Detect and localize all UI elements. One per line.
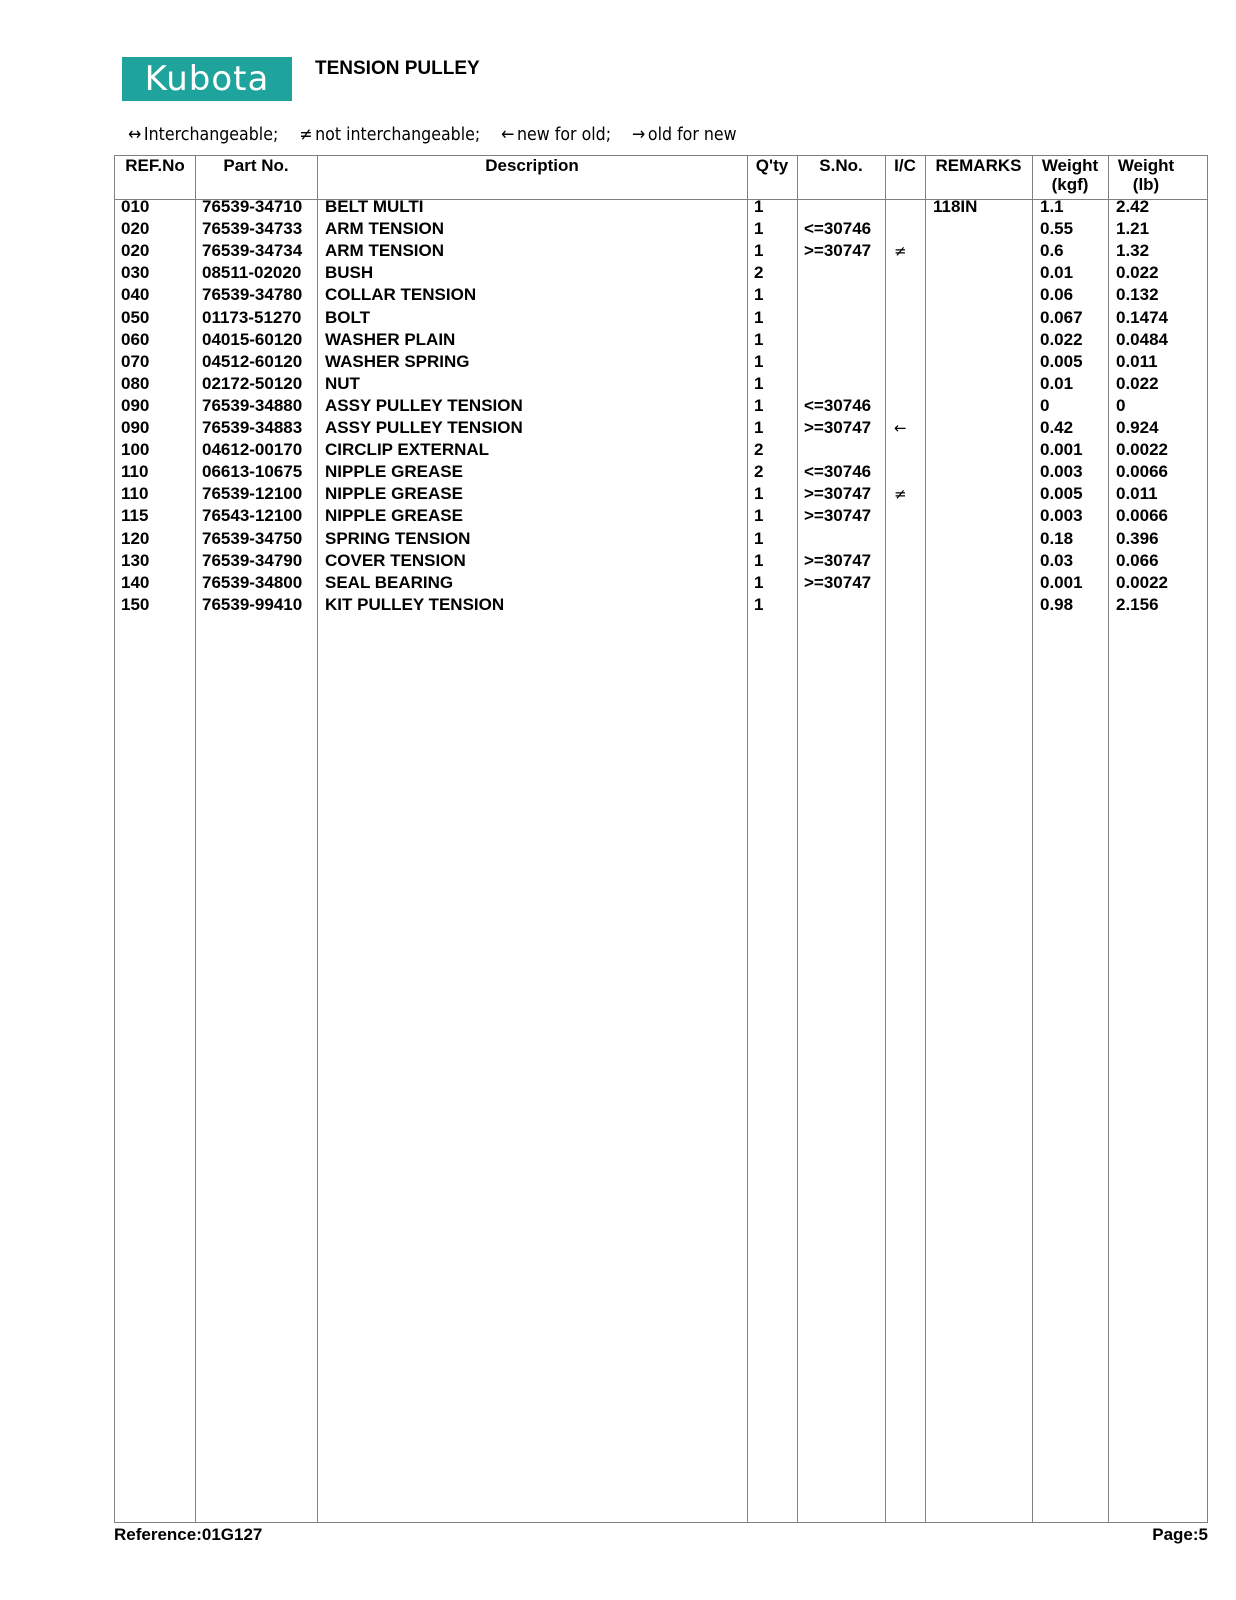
cell-part: 01173-51270 bbox=[202, 307, 302, 327]
col-header-sno: S.No. bbox=[819, 156, 863, 175]
cell-desc: BUSH bbox=[325, 263, 374, 283]
cell-ref: 130 bbox=[121, 550, 150, 570]
cell-sno: >=30747 bbox=[804, 418, 872, 437]
cell-kgf: 0.003 bbox=[1040, 506, 1083, 526]
col-header-ref: REF.No bbox=[125, 156, 185, 175]
cell-lb: 2.156 bbox=[1116, 594, 1159, 614]
cell-qty: 1 bbox=[754, 329, 764, 349]
reference-code: Reference:01G127 bbox=[114, 1525, 263, 1544]
legend-not-interchangeable: not interchangeable; bbox=[315, 124, 481, 145]
cell-part: 76539-99410 bbox=[202, 594, 303, 614]
cell-desc: COVER TENSION bbox=[325, 550, 466, 570]
col-header-desc: Description bbox=[485, 156, 579, 175]
cell-kgf: 0.6 bbox=[1040, 241, 1064, 261]
cell-kgf: 0.005 bbox=[1040, 351, 1083, 371]
cell-lb: 0.011 bbox=[1116, 351, 1158, 371]
cell-qty: 1 bbox=[754, 373, 764, 393]
table-row bbox=[115, 439, 1207, 462]
cell-ref: 060 bbox=[121, 329, 150, 349]
cell-part: 02172-50120 bbox=[202, 373, 303, 393]
table-row bbox=[115, 395, 1207, 418]
cell-part: 76539-34750 bbox=[202, 528, 303, 548]
cell-desc: ARM TENSION bbox=[325, 241, 444, 261]
table-row bbox=[115, 284, 1207, 307]
cell-qty: 1 bbox=[754, 528, 764, 548]
table-row bbox=[115, 483, 1207, 506]
brand-name: Kubota bbox=[144, 59, 270, 99]
cell-qty: 1 bbox=[754, 550, 764, 570]
cell-desc: SEAL BEARING bbox=[325, 572, 454, 592]
table-row bbox=[115, 329, 1207, 352]
cell-desc: BOLT bbox=[325, 307, 371, 327]
cell-sno: >=30747 bbox=[804, 550, 872, 570]
cell-part: 04015-60120 bbox=[202, 329, 303, 349]
cell-qty: 1 bbox=[754, 418, 764, 437]
cell-desc: NIPPLE GREASE bbox=[325, 462, 463, 482]
cell-desc: WASHER PLAIN bbox=[325, 329, 456, 349]
cell-ref: 070 bbox=[121, 351, 150, 371]
table-row bbox=[115, 417, 1207, 440]
cell-desc: CIRCLIP EXTERNAL bbox=[325, 440, 490, 460]
table-row bbox=[115, 307, 1207, 330]
cell-kgf: 0.022 bbox=[1040, 329, 1083, 349]
cell-ref: 010 bbox=[121, 197, 150, 216]
cell-lb: 0.1474 bbox=[1116, 307, 1168, 327]
cell-qty: 1 bbox=[754, 594, 764, 614]
cell-qty: 2 bbox=[754, 263, 764, 283]
cell-desc: SPRING TENSION bbox=[325, 528, 471, 548]
table-row bbox=[115, 594, 1207, 617]
cell-part: 06613-10675 bbox=[202, 462, 303, 482]
col-header-ic: I/C bbox=[894, 156, 916, 175]
cell-part: 76539-34790 bbox=[202, 550, 303, 570]
cell-kgf: 0.03 bbox=[1040, 550, 1074, 570]
cell-ref: 020 bbox=[121, 219, 150, 239]
cell-lb: 0.022 bbox=[1116, 263, 1159, 283]
table-row bbox=[115, 505, 1207, 528]
right-arrow-icon: → bbox=[631, 124, 646, 145]
cell-lb: 0.396 bbox=[1116, 528, 1159, 548]
bidirectional-arrow-icon: ↔ bbox=[128, 124, 142, 145]
cell-sno: <=30746 bbox=[804, 462, 872, 482]
cell-ref: 080 bbox=[121, 373, 150, 393]
legend-new-for-old: new for old; bbox=[517, 124, 612, 145]
legend-old-for-new: old for new bbox=[647, 124, 737, 145]
cell-kgf: 0.98 bbox=[1040, 594, 1074, 614]
cell-lb: 0.0066 bbox=[1116, 462, 1168, 482]
kubota-logo bbox=[122, 57, 292, 101]
cell-sno: >=30747 bbox=[804, 572, 872, 592]
col-header-remarks: REMARKS bbox=[935, 156, 1022, 175]
cell-kgf: 0.003 bbox=[1040, 462, 1083, 482]
table-row bbox=[115, 351, 1207, 374]
cell-part: 04512-60120 bbox=[202, 351, 303, 371]
cell-kgf: 0.01 bbox=[1040, 263, 1074, 283]
cell-kgf: 0.01 bbox=[1040, 373, 1074, 393]
table-row bbox=[115, 262, 1207, 285]
cell-ref: 100 bbox=[121, 440, 150, 460]
cell-part: 76539-34883 bbox=[202, 418, 303, 437]
cell-ref: 140 bbox=[121, 572, 150, 592]
cell-qty: 1 bbox=[754, 484, 764, 504]
cell-remarks: 118IN bbox=[933, 197, 978, 216]
cell-ref: 090 bbox=[121, 395, 150, 415]
cell-qty: 1 bbox=[754, 285, 764, 305]
col-header-part: Part No. bbox=[223, 156, 289, 175]
cell-kgf: 1.1 bbox=[1040, 197, 1064, 216]
cell-lb: 0.011 bbox=[1116, 484, 1158, 504]
cell-part: 76539-12100 bbox=[202, 484, 303, 504]
cell-kgf: 0.55 bbox=[1040, 219, 1074, 239]
table-row bbox=[115, 572, 1207, 595]
cell-ic: ≠ bbox=[894, 242, 907, 261]
cell-qty: 1 bbox=[754, 241, 764, 261]
cell-lb: 1.32 bbox=[1116, 241, 1150, 261]
cell-desc: KIT PULLEY TENSION bbox=[325, 594, 505, 614]
page-number: Page:5 bbox=[1152, 1525, 1208, 1544]
cell-lb: 1.21 bbox=[1116, 219, 1150, 239]
cell-ref: 020 bbox=[121, 241, 150, 261]
cell-part: 04612-00170 bbox=[202, 440, 303, 460]
cell-qty: 1 bbox=[754, 351, 764, 371]
cell-kgf: 0.067 bbox=[1040, 307, 1083, 327]
cell-desc: COLLAR TENSION bbox=[325, 285, 477, 305]
table-row bbox=[115, 528, 1207, 551]
cell-ref: 050 bbox=[121, 307, 150, 327]
cell-sno: <=30746 bbox=[804, 395, 872, 415]
cell-qty: 2 bbox=[754, 462, 764, 482]
col-header-qty: Q'ty bbox=[755, 156, 789, 175]
cell-part: 08511-02020 bbox=[202, 263, 302, 283]
cell-desc: NUT bbox=[325, 373, 360, 393]
cell-lb: 0.0484 bbox=[1116, 329, 1168, 349]
cell-ref: 040 bbox=[121, 285, 150, 305]
cell-sno: >=30747 bbox=[804, 506, 872, 526]
cell-ref: 110 bbox=[121, 462, 149, 482]
table-row bbox=[115, 196, 1207, 219]
cell-sno: >=30747 bbox=[804, 241, 872, 261]
page-title: TENSION PULLEY bbox=[315, 58, 480, 79]
cell-lb: 0.924 bbox=[1116, 418, 1159, 437]
cell-kgf: 0.001 bbox=[1040, 440, 1083, 460]
cell-ic: ≠ bbox=[894, 485, 907, 504]
cell-qty: 1 bbox=[754, 506, 764, 526]
cell-sno: <=30746 bbox=[804, 219, 872, 239]
cell-lb: 0.066 bbox=[1116, 550, 1159, 570]
cell-lb: 0.0066 bbox=[1116, 506, 1168, 526]
cell-desc: NIPPLE GREASE bbox=[325, 484, 463, 504]
cell-kgf: 0.005 bbox=[1040, 484, 1083, 504]
cell-part: 76539-34733 bbox=[202, 219, 303, 239]
table-row bbox=[115, 218, 1207, 241]
cell-part: 76539-34800 bbox=[202, 572, 303, 592]
cell-sno: >=30747 bbox=[804, 484, 872, 504]
interchangeability-legend bbox=[128, 124, 752, 145]
cell-ref: 090 bbox=[121, 418, 150, 437]
cell-lb: 0.132 bbox=[1116, 285, 1159, 305]
cell-lb: 0.0022 bbox=[1116, 440, 1168, 460]
cell-desc: NIPPLE GREASE bbox=[325, 506, 463, 526]
cell-qty: 2 bbox=[754, 440, 764, 460]
parts-table bbox=[114, 155, 1208, 1523]
cell-ref: 115 bbox=[121, 506, 149, 526]
col-header-weight-kgf: Weight (kgf) bbox=[1041, 156, 1099, 194]
col-header-weight-lb: Weight (lb) bbox=[1117, 156, 1175, 194]
cell-qty: 1 bbox=[754, 197, 764, 216]
cell-qty: 1 bbox=[754, 219, 764, 239]
cell-desc: BELT MULTI bbox=[325, 197, 424, 216]
table-row bbox=[115, 550, 1207, 573]
cell-desc: ARM TENSION bbox=[325, 219, 444, 239]
cell-part: 76539-34880 bbox=[202, 395, 303, 415]
table-row bbox=[115, 240, 1207, 263]
cell-kgf: 0.42 bbox=[1040, 418, 1074, 437]
cell-kgf: 0.06 bbox=[1040, 285, 1074, 305]
cell-ic: ← bbox=[894, 419, 907, 437]
cell-kgf: 0 bbox=[1040, 395, 1050, 415]
cell-qty: 1 bbox=[754, 307, 764, 327]
left-arrow-icon: ← bbox=[501, 124, 515, 145]
cell-part: 76539-34734 bbox=[202, 241, 303, 261]
not-equal-icon: ≠ bbox=[299, 124, 313, 145]
cell-desc: WASHER SPRING bbox=[325, 351, 470, 371]
cell-ref: 120 bbox=[121, 528, 150, 548]
cell-lb: 0.0022 bbox=[1116, 572, 1168, 592]
cell-kgf: 0.18 bbox=[1040, 528, 1074, 548]
cell-part: 76543-12100 bbox=[202, 506, 303, 526]
cell-qty: 1 bbox=[754, 572, 764, 592]
cell-desc: ASSY PULLEY TENSION bbox=[325, 418, 523, 437]
cell-lb: 0 bbox=[1116, 395, 1126, 415]
table-row bbox=[115, 461, 1207, 484]
cell-qty: 1 bbox=[754, 395, 764, 415]
cell-part: 76539-34780 bbox=[202, 285, 303, 305]
cell-ref: 110 bbox=[121, 484, 149, 504]
legend-interchangeable: Interchangeable; bbox=[143, 124, 279, 145]
cell-ref: 150 bbox=[121, 594, 150, 614]
table-row bbox=[115, 373, 1207, 396]
cell-part: 76539-34710 bbox=[202, 197, 303, 216]
cell-lb: 0.022 bbox=[1116, 373, 1159, 393]
cell-desc: ASSY PULLEY TENSION bbox=[325, 395, 523, 415]
cell-kgf: 0.001 bbox=[1040, 572, 1083, 592]
cell-lb: 2.42 bbox=[1116, 197, 1150, 216]
cell-ref: 030 bbox=[121, 263, 150, 283]
